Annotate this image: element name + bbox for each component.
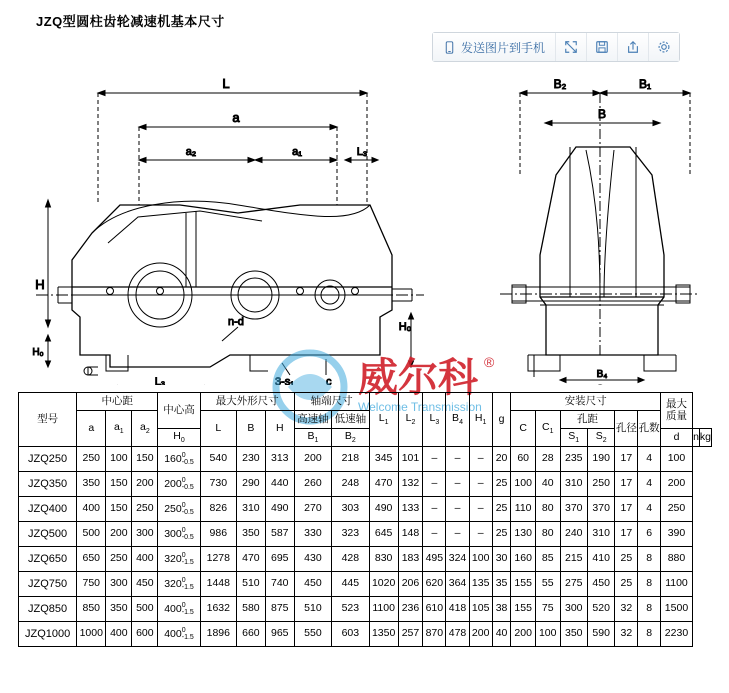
- th-center-height-sub: $H_0$: [158, 429, 200, 447]
- th-g: g: [492, 393, 511, 447]
- th-model: 型号: [19, 393, 77, 447]
- cell-L2: 206: [398, 572, 423, 597]
- cell-S1: 235: [560, 447, 587, 472]
- cell-a1: 350: [106, 597, 132, 622]
- cell-H1: –: [469, 497, 492, 522]
- cell-C1: 80: [535, 497, 560, 522]
- cell-B4: –: [446, 522, 469, 547]
- cell-S1: 300: [560, 597, 587, 622]
- cell-S2: 450: [587, 572, 614, 597]
- cell-L2: 133: [398, 497, 423, 522]
- th-mass-unit: kg: [699, 429, 711, 447]
- cell-B: 310: [236, 497, 265, 522]
- cell-L2: 148: [398, 522, 423, 547]
- cell-hs: 550: [294, 622, 331, 647]
- svg-text:L₃: L₃: [356, 146, 368, 158]
- th-S1: $S_1$: [560, 429, 587, 447]
- cell-B: 580: [236, 597, 265, 622]
- svg-text:H₀: H₀: [32, 347, 44, 358]
- cell-L3: 620: [423, 572, 446, 597]
- cell-B: 470: [236, 547, 265, 572]
- cell-model: JZQ650: [19, 547, 77, 572]
- cell-B4: 418: [446, 597, 469, 622]
- th-hole-pitch: 孔距: [560, 411, 615, 429]
- cell-C1: 85: [535, 547, 560, 572]
- cell-L3: –: [423, 472, 446, 497]
- th-B4: $B_4$: [446, 393, 469, 447]
- cell-n: 8: [638, 572, 661, 597]
- cell-hs: 270: [294, 497, 331, 522]
- cell-a: 1000: [77, 622, 106, 647]
- page-title: JZQ型圆柱齿轮减速机基本尺寸: [36, 14, 225, 29]
- cell-L1: 1020: [369, 572, 398, 597]
- th-S2: $S_2$: [587, 429, 614, 447]
- cell-L3: 870: [423, 622, 446, 647]
- cell-d: 17: [615, 447, 638, 472]
- th-a: a: [77, 411, 106, 447]
- cell-S1: 240: [560, 522, 587, 547]
- cell-S2: 370: [587, 497, 614, 522]
- cell-mass: 200: [660, 472, 692, 497]
- cell-H: 965: [265, 622, 294, 647]
- cell-C: 60: [511, 447, 536, 472]
- cell-a: 400: [77, 497, 106, 522]
- table-header-row-2: [19, 411, 712, 429]
- cell-H1: –: [469, 472, 492, 497]
- cell-C: 200: [511, 622, 536, 647]
- cell-H1: 135: [469, 572, 492, 597]
- cell-C: 155: [511, 572, 536, 597]
- cell-hs: 200: [294, 447, 331, 472]
- cell-S2: 310: [587, 522, 614, 547]
- cell-a2: 150: [132, 447, 158, 472]
- cell-L2: 132: [398, 472, 423, 497]
- cell-H: 740: [265, 572, 294, 597]
- cell-B4: 324: [446, 547, 469, 572]
- cell-C1: 80: [535, 522, 560, 547]
- cell-C: 110: [511, 497, 536, 522]
- cell-S2: 410: [587, 547, 614, 572]
- cell-L: 986: [200, 522, 236, 547]
- cell-a2: 300: [132, 522, 158, 547]
- cell-hs: 330: [294, 522, 331, 547]
- cell-C1: 100: [535, 622, 560, 647]
- svg-text:L: L: [222, 76, 230, 91]
- cell-H0: 300 0 -0.5: [158, 522, 200, 547]
- th-high-speed-shaft: 高速轴: [294, 411, 331, 429]
- table-row: [19, 572, 712, 597]
- resize-icon: [564, 40, 578, 54]
- cell-a: 350: [77, 472, 106, 497]
- cell-mass: 390: [660, 522, 692, 547]
- th-low-speed-shaft: 低速轴: [332, 411, 369, 429]
- svg-text:H: H: [35, 277, 45, 292]
- cell-hs: 510: [294, 597, 331, 622]
- table-row: [19, 472, 712, 497]
- svg-text:®: ®: [484, 354, 495, 370]
- table-body: [19, 447, 712, 647]
- cell-L1: 830: [369, 547, 398, 572]
- cell-g: 35: [492, 572, 511, 597]
- cell-B: 510: [236, 572, 265, 597]
- cell-a1: 250: [106, 547, 132, 572]
- cell-g: 25: [492, 522, 511, 547]
- cell-L1: 345: [369, 447, 398, 472]
- cell-a1: 200: [106, 522, 132, 547]
- cell-L3: –: [423, 447, 446, 472]
- cell-n: 8: [638, 547, 661, 572]
- cell-a1: 100: [106, 447, 132, 472]
- svg-text:Welcome Transmission: Welcome Transmission: [358, 400, 482, 414]
- cell-d: 32: [615, 622, 638, 647]
- th-install: 安装尺寸: [511, 393, 661, 411]
- cell-L: 1448: [200, 572, 236, 597]
- cell-model: JZQ1000: [19, 622, 77, 647]
- cell-L1: 1100: [369, 597, 398, 622]
- cell-ls: 428: [332, 547, 369, 572]
- share-icon: [626, 40, 640, 54]
- th-hole-num: 孔数: [638, 411, 661, 447]
- table-row: [19, 597, 712, 622]
- svg-text:L₃: L₃: [154, 376, 166, 385]
- cell-model: JZQ500: [19, 522, 77, 547]
- cell-H: 440: [265, 472, 294, 497]
- svg-text:S₂: [597, 384, 608, 385]
- cell-C: 155: [511, 597, 536, 622]
- svg-text:3-s₁: 3-s₁: [275, 376, 294, 385]
- cell-mass: 100: [660, 447, 692, 472]
- cell-model: JZQ750: [19, 572, 77, 597]
- cell-L1: 1350: [369, 622, 398, 647]
- table-row: [19, 447, 712, 472]
- cell-mass: 1100: [660, 572, 692, 597]
- table-row: [19, 547, 712, 572]
- cell-a2: 500: [132, 597, 158, 622]
- cell-C: 100: [511, 472, 536, 497]
- cell-ls: 303: [332, 497, 369, 522]
- cell-L3: –: [423, 497, 446, 522]
- cell-H0: 250 0 -0.5: [158, 497, 200, 522]
- cell-L3: 495: [423, 547, 446, 572]
- cell-mass: 880: [660, 547, 692, 572]
- drawing-svg: [0, 55, 729, 385]
- cell-H1: 200: [469, 622, 492, 647]
- cell-ls: 323: [332, 522, 369, 547]
- cell-hs: 260: [294, 472, 331, 497]
- cell-H1: 100: [469, 547, 492, 572]
- table-header-row-1: [19, 393, 712, 411]
- cell-d: 25: [615, 572, 638, 597]
- cell-L2: 101: [398, 447, 423, 472]
- cell-n: 6: [638, 522, 661, 547]
- cell-L1: 490: [369, 497, 398, 522]
- cell-n: 8: [638, 622, 661, 647]
- cell-H0: 320 0 -1.5: [158, 547, 200, 572]
- cell-L2: 236: [398, 597, 423, 622]
- cell-a2: 600: [132, 622, 158, 647]
- cell-ls: 523: [332, 597, 369, 622]
- cell-C: 160: [511, 547, 536, 572]
- cell-H: 695: [265, 547, 294, 572]
- svg-text:B₄: B₄: [596, 369, 608, 380]
- cell-a1: 300: [106, 572, 132, 597]
- cell-a: 650: [77, 547, 106, 572]
- send-to-phone-label: 发送图片到手机: [461, 40, 546, 55]
- th-H1: $H_1$: [469, 393, 492, 447]
- cell-B4: –: [446, 447, 469, 472]
- cell-a: 250: [77, 447, 106, 472]
- cell-S1: 310: [560, 472, 587, 497]
- cell-C1: 40: [535, 472, 560, 497]
- th-shaft: 轴端尺寸: [294, 393, 369, 411]
- svg-text:B₁: B₁: [638, 77, 652, 91]
- th-outline: 最大外形尺寸: [200, 393, 294, 411]
- cell-B4: –: [446, 497, 469, 522]
- cell-H: 875: [265, 597, 294, 622]
- table-row: [19, 622, 712, 647]
- cell-a: 500: [77, 522, 106, 547]
- cell-S1: 215: [560, 547, 587, 572]
- cell-L: 1632: [200, 597, 236, 622]
- cell-C: 130: [511, 522, 536, 547]
- svg-text:n-d: n-d: [228, 316, 244, 328]
- cell-d: 17: [615, 497, 638, 522]
- svg-text:c: c: [326, 376, 332, 385]
- th-hole-num-sub: n: [693, 429, 700, 447]
- cell-L3: –: [423, 522, 446, 547]
- cell-hs: 430: [294, 547, 331, 572]
- cell-C1: 55: [535, 572, 560, 597]
- cell-hs: 450: [294, 572, 331, 597]
- cell-L: 1278: [200, 547, 236, 572]
- cell-H: 490: [265, 497, 294, 522]
- cell-d: 17: [615, 472, 638, 497]
- cell-g: 38: [492, 597, 511, 622]
- cell-mass: 250: [660, 497, 692, 522]
- cell-model: JZQ400: [19, 497, 77, 522]
- table-row: [19, 497, 712, 522]
- cell-S1: 370: [560, 497, 587, 522]
- cell-L: 730: [200, 472, 236, 497]
- svg-text:a₂: a₂: [185, 146, 197, 158]
- cell-S1: 275: [560, 572, 587, 597]
- cell-B4: –: [446, 472, 469, 497]
- th-B1: $B_1$: [294, 429, 331, 447]
- th-C1: $C_1$: [535, 411, 560, 447]
- th-B2: $B_2$: [332, 429, 369, 447]
- cell-ls: 603: [332, 622, 369, 647]
- th-mass: 最大质量: [660, 393, 692, 429]
- cell-mass: 2230: [660, 622, 692, 647]
- cell-C1: 28: [535, 447, 560, 472]
- svg-text:B: B: [597, 107, 607, 121]
- th-a2: $a_2$: [132, 411, 158, 447]
- th-hole-dia: 孔径: [615, 411, 638, 447]
- th-C: C: [511, 411, 536, 447]
- cell-H0: 200 0 -0.5: [158, 472, 200, 497]
- cell-a1: 400: [106, 622, 132, 647]
- cell-model: JZQ250: [19, 447, 77, 472]
- cell-H0: 320 0 -1.5: [158, 572, 200, 597]
- th-L2: $L_2$: [398, 393, 423, 447]
- cell-L: 540: [200, 447, 236, 472]
- cell-ls: 445: [332, 572, 369, 597]
- cell-L2: 183: [398, 547, 423, 572]
- cell-n: 4: [638, 472, 661, 497]
- cell-H0: 400 0 -1.5: [158, 597, 200, 622]
- cell-a2: 250: [132, 497, 158, 522]
- cell-a: 750: [77, 572, 106, 597]
- cell-a2: 200: [132, 472, 158, 497]
- cell-B: 290: [236, 472, 265, 497]
- cell-B4: 364: [446, 572, 469, 597]
- th-center-distance: 中心距: [77, 393, 158, 411]
- cell-S2: 250: [587, 472, 614, 497]
- cell-H0: 400 0 -1.5: [158, 622, 200, 647]
- th-B: B: [236, 411, 265, 447]
- cell-d: 17: [615, 522, 638, 547]
- cell-mass: 1500: [660, 597, 692, 622]
- cell-g: 20: [492, 447, 511, 472]
- cell-B4: 478: [446, 622, 469, 647]
- cell-model: JZQ850: [19, 597, 77, 622]
- svg-text:a₁: a₁: [292, 146, 302, 158]
- cell-a2: 400: [132, 547, 158, 572]
- svg-text:B₂: B₂: [553, 77, 567, 91]
- save-icon: [595, 40, 609, 54]
- cell-n: 8: [638, 597, 661, 622]
- cell-B: 230: [236, 447, 265, 472]
- cell-a2: 450: [132, 572, 158, 597]
- cell-L1: 470: [369, 472, 398, 497]
- cell-S2: 520: [587, 597, 614, 622]
- cell-d: 25: [615, 547, 638, 572]
- th-center-height: 中心高: [158, 393, 200, 429]
- spec-table-wrapper: [18, 392, 712, 647]
- cell-d: 32: [615, 597, 638, 622]
- cell-H0: 160 0 -0.5: [158, 447, 200, 472]
- cell-B: 660: [236, 622, 265, 647]
- cell-n: 4: [638, 497, 661, 522]
- cell-a: 850: [77, 597, 106, 622]
- svg-text:a: a: [232, 110, 240, 125]
- cell-S2: 190: [587, 447, 614, 472]
- cell-a1: 150: [106, 497, 132, 522]
- cell-H: 313: [265, 447, 294, 472]
- cell-L2: 257: [398, 622, 423, 647]
- th-L1: $L_1$: [369, 393, 398, 447]
- th-a1: $a_1$: [106, 411, 132, 447]
- cell-H1: 105: [469, 597, 492, 622]
- cell-model: JZQ350: [19, 472, 77, 497]
- cell-H1: –: [469, 522, 492, 547]
- cell-g: 25: [492, 497, 511, 522]
- th-H: H: [265, 411, 294, 447]
- cell-g: 25: [492, 472, 511, 497]
- cell-ls: 248: [332, 472, 369, 497]
- cell-L3: 610: [423, 597, 446, 622]
- cell-B: 350: [236, 522, 265, 547]
- gear-icon: [657, 40, 671, 54]
- cell-C1: 75: [535, 597, 560, 622]
- cell-L: 1896: [200, 622, 236, 647]
- svg-text:威尔科: 威尔科: [358, 355, 478, 401]
- cell-L1: 645: [369, 522, 398, 547]
- cell-H1: –: [469, 447, 492, 472]
- phone-icon: [443, 41, 456, 54]
- spec-table: [18, 392, 712, 647]
- th-hole-dia-sub: d: [660, 429, 692, 447]
- th-L3: $L_3$: [423, 393, 446, 447]
- th-L: L: [200, 411, 236, 447]
- cell-g: 40: [492, 622, 511, 647]
- cell-g: 30: [492, 547, 511, 572]
- cell-S1: 350: [560, 622, 587, 647]
- svg-text:H₀: H₀: [398, 321, 412, 333]
- cell-L: 826: [200, 497, 236, 522]
- cell-H: 587: [265, 522, 294, 547]
- table-row: [19, 522, 712, 547]
- cell-a1: 150: [106, 472, 132, 497]
- cell-n: 4: [638, 447, 661, 472]
- cell-ls: 218: [332, 447, 369, 472]
- cell-S2: 590: [587, 622, 614, 647]
